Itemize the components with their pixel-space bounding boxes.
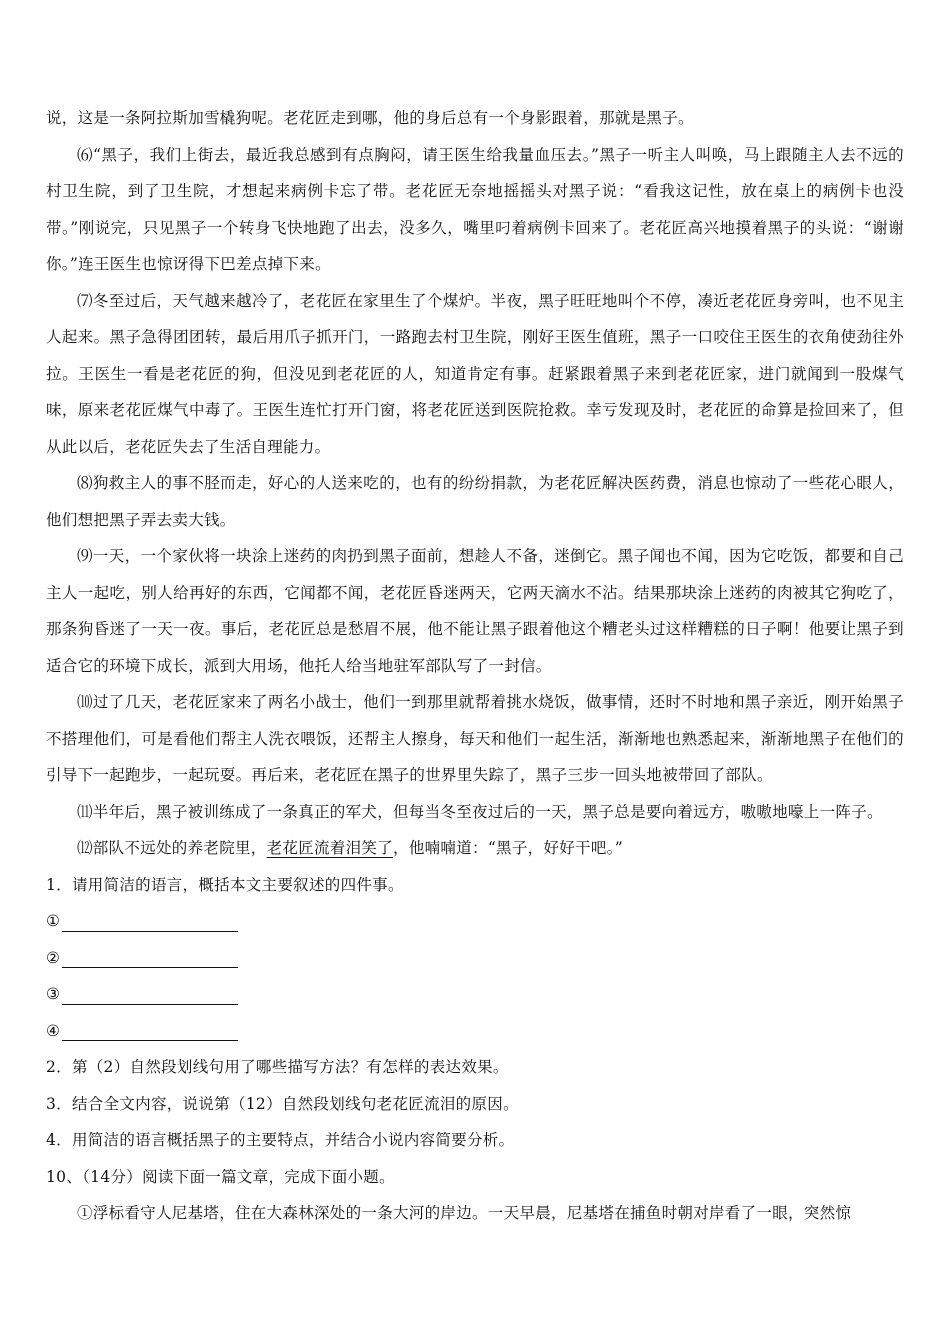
paragraph-6: ⑹“黑子，我们上街去，最近我总感到有点胸闷，请王医生给我量血压去。”黑子一听主人叫唤，马上跟随主人去不远的村卫生院，到了卫生院，才想起来病例卡忘了带。老花匠无奈地摇摇头对黑子说：“看我这记性，放在桌上的病例卡也没带。”刚说完，只见黑子一个转身飞快地跑了出去，没多久，嘴里叼着病例卡回来了。老花匠高兴地摸着黑子的头说：“谢谢你。”连王医生也惊讶得下巴差点掉下来。 [46, 145, 904, 273]
question-4: 4．用简洁的语言概括黑子的主要特点，并结合小说内容简要分析。 [46, 1131, 515, 1149]
answer-marker-2: ② [46, 948, 61, 967]
answer-blank-2[interactable] [62, 945, 238, 968]
paragraph-9: ⑼一天，一个家伙将一块涂上迷药的肉扔到黑子面前，想趁人不备，迷倒它。黑子闻也不闻，因为它吃饭，都要和自己主人一起吃，别人给再好的东西，它闻都不闻，老花匠昏迷两天，它两天滴水不沾。结果那块涂上迷药的肉被其它狗吃了，那条狗昏迷了一天一夜。事后，老花匠总是愁眉不展，他不能让黑子跟着他这个糟老头过这样糟糕的日子啊！他要让黑子到适合它的环境下成长，派到大用场，他托人给当地驻军部队写了一封信。 [46, 547, 904, 675]
section-10-heading: 10、（14分）阅读下面一篇文章，完成下面小题。 [46, 1167, 395, 1186]
paragraph-10: ⑽过了几天，老花匠家来了两名小战士，他们一到那里就帮着挑水烧饭，做事情，还时不时地和黑子亲近，刚开始黑子不搭理他们，可是看他们帮主人洗衣喂饭，还帮主人擦身，每天和他们一起生活，渐渐地也熟悉起来，渐渐地黑子在他们的引导下一起跑步，一起玩耍。再后来，老花匠在黑子的世界里失踪了，黑子三步一回头地被带回了部队。 [46, 693, 904, 784]
paragraph-12 [46, 830, 904, 867]
answer-blank-4[interactable] [62, 1018, 238, 1041]
paragraph-11: ⑾半年后，黑子被训练成了一条真正的军犬，但每当冬至夜过后的一天，黑子总是要向着远方，嗷嗷地嚎上一阵子。 [77, 802, 883, 821]
paragraph-12-before: ⑿部队不远处的养老院里， [77, 839, 267, 857]
question-1: 1．请用简洁的语言，概括本文主要叙述的四件事。 [46, 875, 404, 894]
answer-line-4 [46, 1013, 904, 1050]
answer-line-2 [46, 940, 904, 977]
answer-line-1 [46, 903, 904, 940]
paragraph-8: ⑻狗救主人的事不胫而走，好心的人送来吃的，也有的纷纷捐款，为老花匠解决医药费，消息也惊动了一些花心眼人，他们想把黑子弄去卖大钱。 [46, 474, 904, 529]
question-3: 3．结合全文内容，说说第（12）自然段划线句老花匠流泪的原因。 [46, 1094, 519, 1113]
paragraph-12-after: ，他喃喃道：“黑子，好好干吧。” [393, 839, 623, 857]
answer-line-3 [46, 976, 904, 1013]
answer-marker-3: ③ [46, 985, 61, 1003]
section-10-paragraph-1: ①浮标看守人尼基塔，住在大森林深处的一条大河的岸边。一天早晨，尼基塔在捕鱼时朝对岸看了一眼，突然惊 [77, 1204, 852, 1222]
answer-marker-1: ① [46, 912, 61, 930]
question-2: 2．第（2）自然段划线句用了哪些描写方法？有怎样的表达效果。 [46, 1058, 509, 1076]
paragraph-7: ⑺冬至过后，天气越来越冷了，老花匠在家里生了个煤炉。半夜，黑子旺旺地叫个不停，凑近老花匠身旁叫，也不见主人起来。黑子急得团团转，最后用爪子抓开门，一路跑去村卫生院，刚好王医生值班，黑子一口咬住王医生的衣角使劲往外拉。王医生一看是老花匠的狗，但没见到老花匠的人，知道肯定有事。赶紧跟着黑子来到老花匠家，进门就闻到一股煤气味，原来老花匠煤气中毒了。王医生连忙打开门窗，将老花匠送到医院抢救。幸亏发现及时，老花匠的命算是捡回来了，但从此以后，老花匠失去了生活自理能力。 [46, 291, 904, 456]
paragraph-5-end: 说，这是一条阿拉斯加雪橇狗呢。老花匠走到哪，他的身后总有一个身影跟着，那就是黑子。 [46, 109, 694, 127]
document-body [46, 100, 904, 1232]
underlined-sentence: 老花匠流着泪笑了 [266, 839, 394, 857]
answer-blank-1[interactable] [62, 909, 238, 932]
answer-marker-4: ④ [46, 1021, 61, 1040]
answer-blank-3[interactable] [62, 982, 238, 1005]
